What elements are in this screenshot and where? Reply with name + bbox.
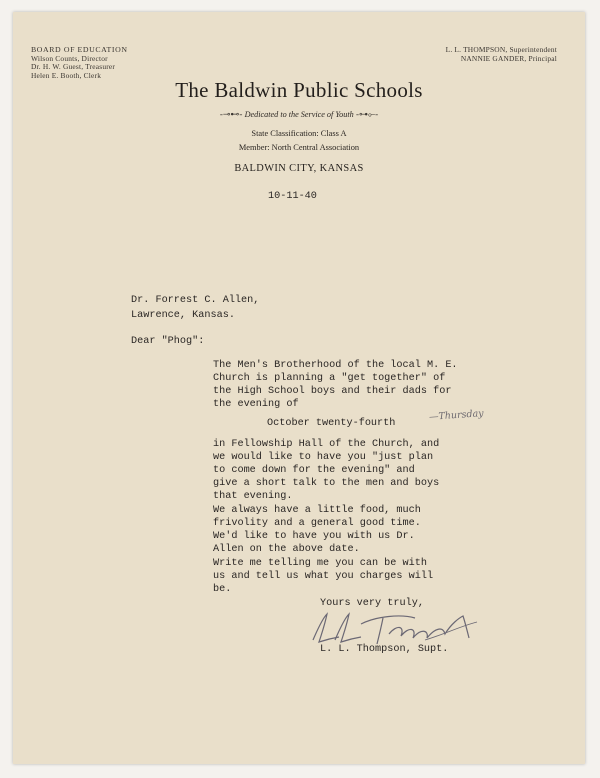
text-line: We'd like to have you with us Dr.: [213, 530, 415, 542]
text-line: frivolity and a general good time.: [213, 517, 421, 529]
staff-superintendent: L. L. THOMPSON, Superintendent: [445, 45, 557, 54]
recipient-line: Lawrence, Kansas.: [131, 309, 235, 321]
text-line: be.: [213, 583, 232, 595]
board-member: Wilson Counts, Director: [31, 53, 108, 63]
handwritten-note-text: Thursday: [438, 408, 484, 423]
text-line: The Men's Brotherhood of the local M. E.: [213, 360, 458, 371]
staff-list: [446, 46, 557, 63]
signer-name: L. L. Thompson, Supt.: [320, 644, 449, 655]
staff-principal: NANNIE GANDER, Principal: [460, 53, 557, 63]
text-line: Church is planning a "get together" of: [213, 372, 446, 384]
closing: Yours very truly,: [320, 598, 424, 609]
event-date: October twenty-fourth: [267, 418, 396, 429]
text-line: in Fellowship Hall of the Church, and: [213, 439, 440, 450]
text-line: Allen on the above date.: [213, 543, 360, 555]
text-line: the High School boys and their dads for: [213, 385, 452, 397]
text-line: that evening.: [213, 490, 293, 502]
membership: Member: North Central Association: [238, 143, 360, 152]
recipient-address: [131, 294, 259, 323]
text-line: give a short talk to the men and boys: [213, 477, 440, 489]
board-of-education: [31, 46, 128, 80]
letterhead-title: The Baldwin Public Schools: [175, 78, 423, 102]
text-line: we would like to have you "just plan: [213, 451, 434, 463]
paragraph-4: [213, 558, 433, 597]
paragraph-3: [213, 505, 421, 557]
board-member: Helen E. Booth, Clerk: [31, 70, 102, 80]
left-flourish-icon: -⊸⊷-: [219, 109, 245, 119]
letter-date: 10-11-40: [268, 191, 317, 202]
handwritten-note: [429, 408, 484, 423]
text-line: We always have a little food, much: [213, 505, 421, 516]
paragraph-2: [213, 439, 439, 504]
text-line: the evening of: [213, 398, 299, 410]
letterhead-city: BALDWIN CITY, KANSAS: [234, 163, 364, 174]
text-line: us and tell us what you charges will: [213, 570, 434, 582]
classification: State Classification: Class A: [251, 129, 347, 138]
text-line: to come down for the evening" and: [213, 464, 415, 476]
right-flourish-icon: -⊶⟜-: [353, 109, 379, 119]
paragraph-1: [213, 360, 458, 412]
salutation: Dear "Phog":: [131, 336, 205, 347]
recipient-line: Dr. Forrest C. Allen,: [131, 295, 260, 306]
pencil-dash: —: [428, 411, 439, 423]
motto-text: Dedicated to the Service of Youth: [244, 110, 354, 119]
board-member: Dr. H. W. Guest, Treasurer: [31, 62, 116, 72]
letterhead-motto: [13, 109, 585, 120]
letter-sheet: [13, 12, 585, 764]
text-line: Write me telling me you can be with: [213, 558, 427, 569]
board-heading: BOARD OF EDUCATION: [31, 45, 128, 54]
